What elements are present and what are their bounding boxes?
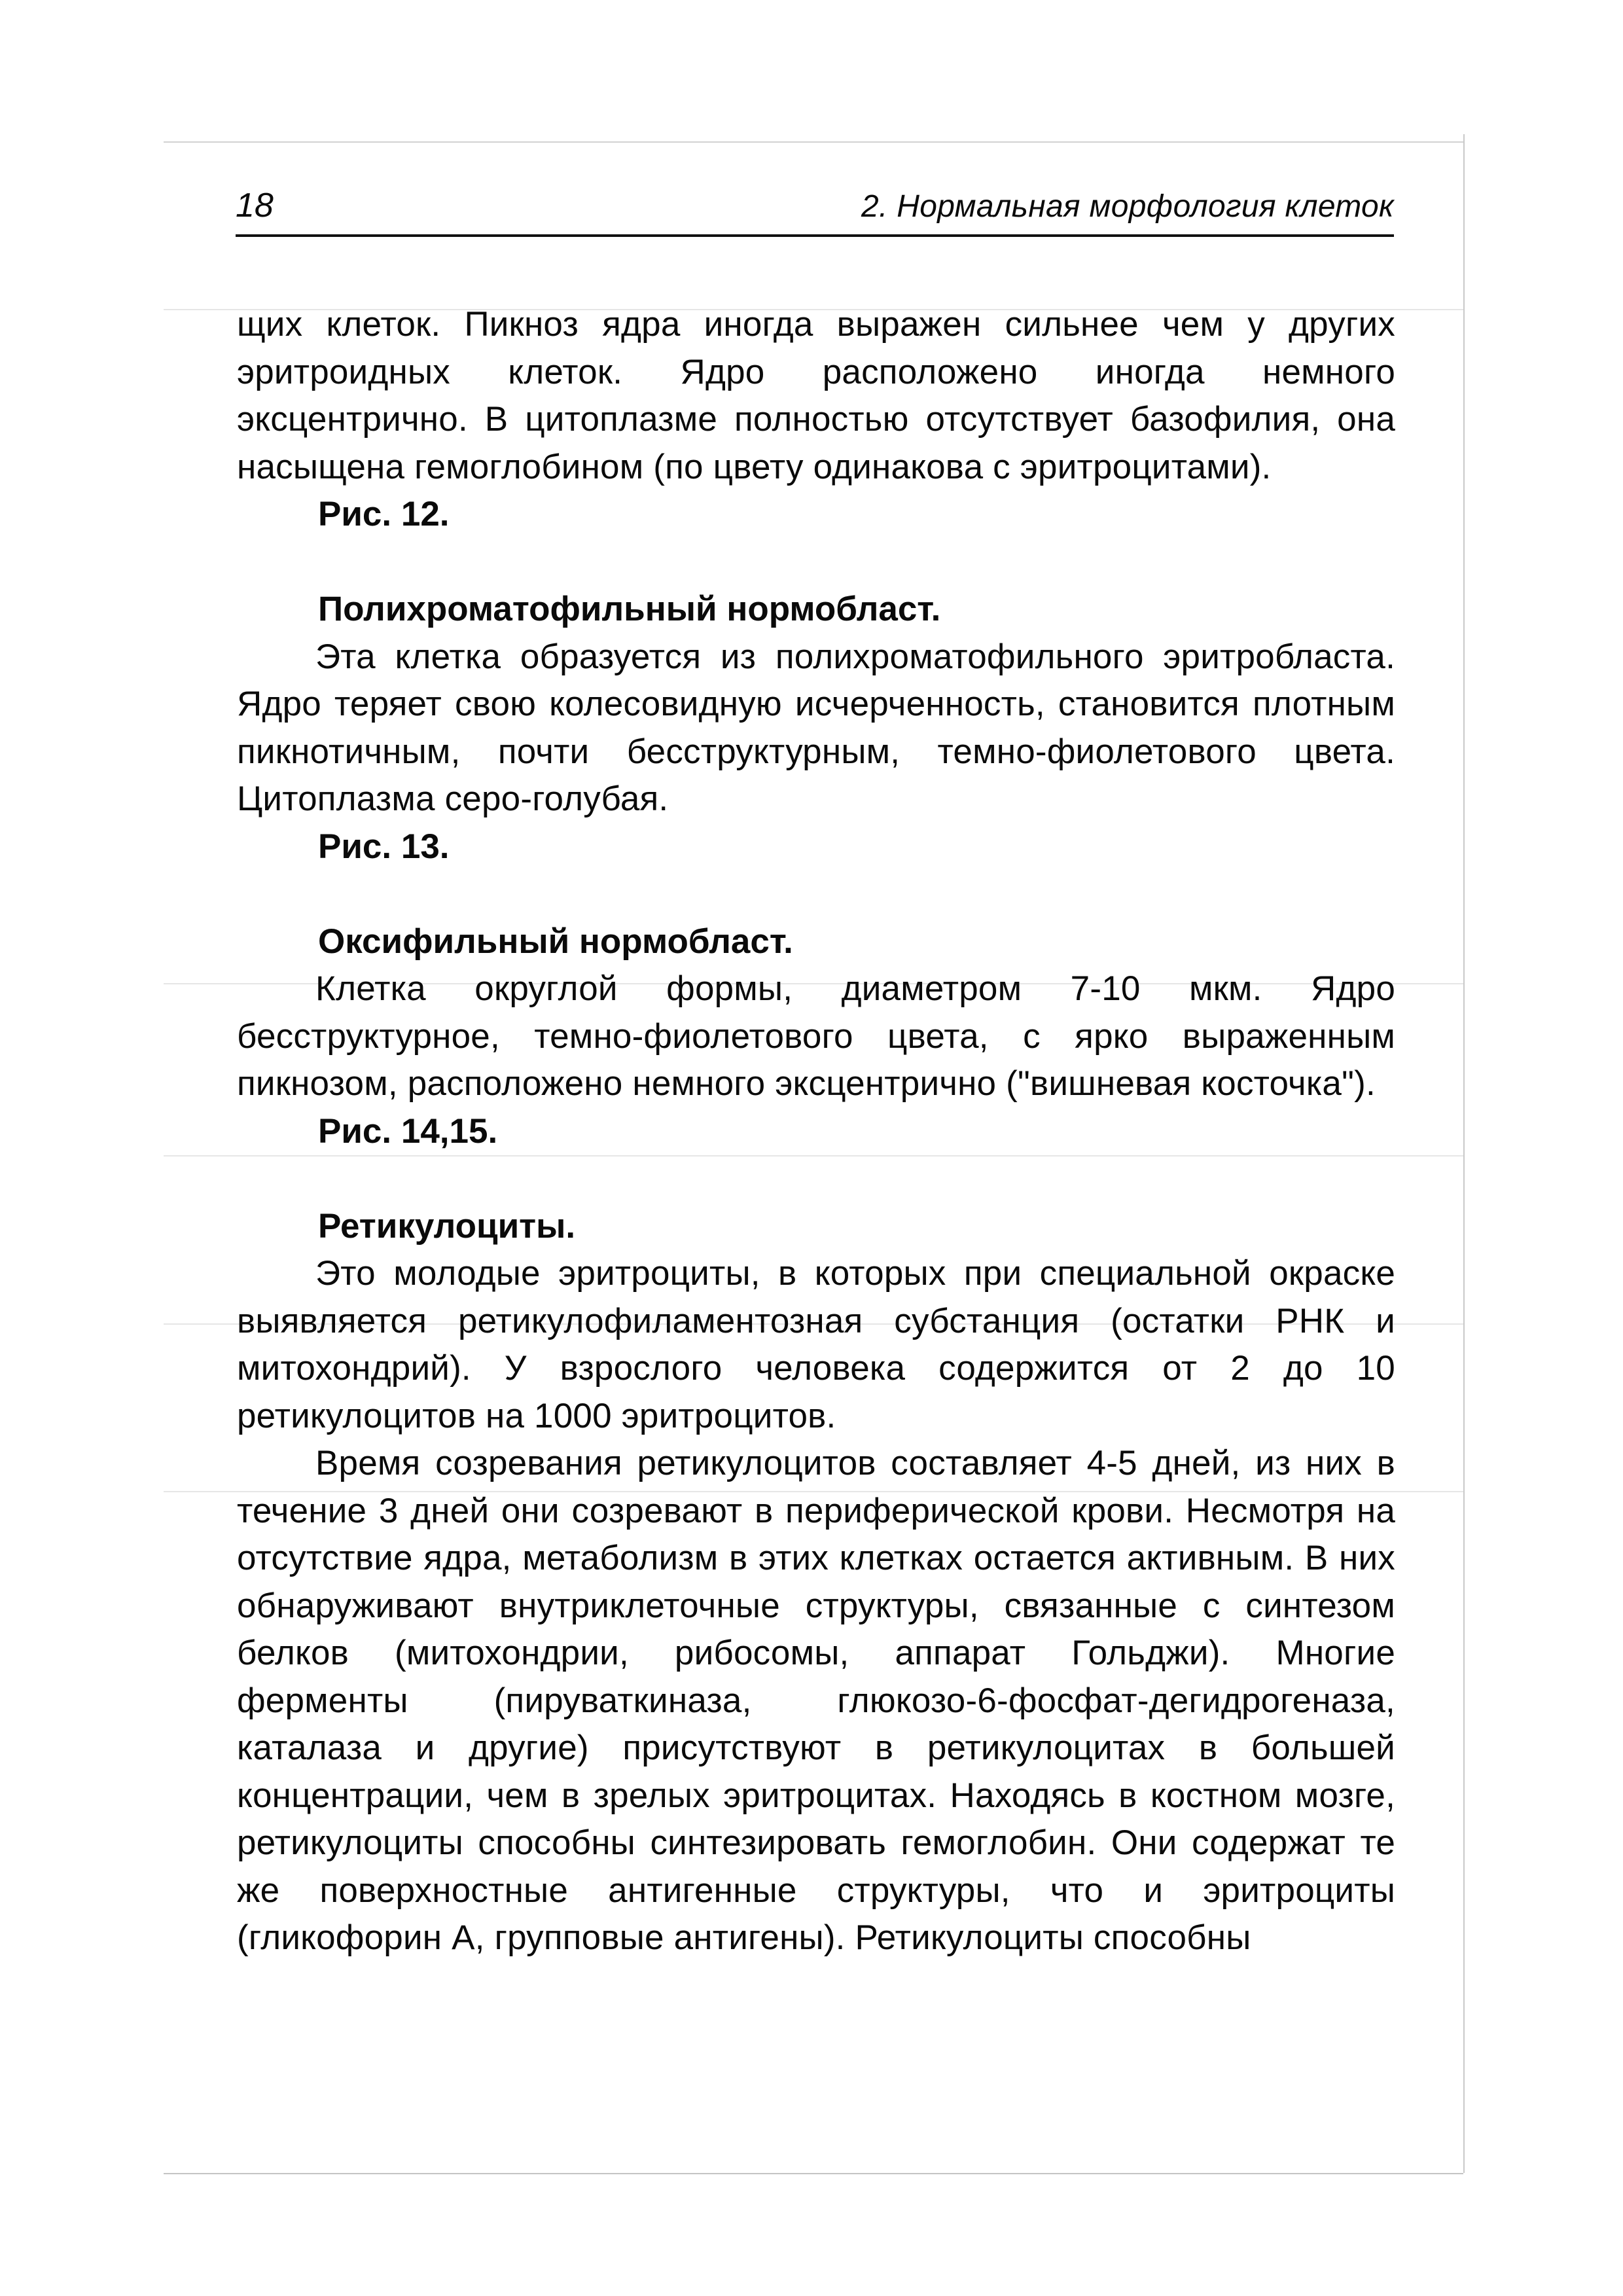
paragraph-continuation: щих клеток. Пикноз ядра иногда выражен сильнее чем у других эритроидных клеток. Ядро расположено иногда немного эксцентрично. В цитоплазме полностью отсутствует базофилия, она насыщена гемоглобином (по цвету одинакова с эритроцитами). [237, 305, 1395, 486]
figure-reference: Рис. 14,15. [318, 1111, 498, 1151]
section-heading: Ретикулоциты. [318, 1206, 576, 1246]
page-border-top [164, 141, 1463, 143]
running-title: 2. Нормальная морфология клеток [861, 189, 1394, 224]
paragraph: Клетка округлой формы, диаметром 7-10 мкм. Ядро бесструктурное, темно-фиолетового цвета, с ярко выраженным пикнозом, расположено немного эксцентрично ("вишневая косточка"). [237, 969, 1395, 1103]
paragraph: Эта клетка образуется из полихроматофильного эритробласта. Ядро теряет свою колесовидную исчерченность, становится плотным пикнотичным, почти бесструктурным, темно-фиолетового цвета. Цитоплазма серо-голубая. [237, 637, 1395, 818]
paragraph: Время созревания ретикулоцитов составляет 4-5 дней, из них в течение 3 дней они созревают в периферической крови. Несмотря на отсутствие ядра, метаболизм в этих клетках остается активным. В них обнаруживают внутриклеточные структуры, связанные с синтезом белков (митохондрии, рибосомы, аппарат Гольджи). Многие ферменты (пируваткиназа, глюкозо-6-фосфат-дегидрогеназа, каталаза и другие) присутствуют в ретикулоцитах в большей концентрации, чем в зрелых эритроцитах. Находясь в костном мозге, ретикулоциты способны синтезировать гемоглобин. Они содержат те же поверхностные антигенные структуры, что и эритроциты (гликофорин А, групповые антигены). Ретикулоциты способны [237, 1444, 1395, 1957]
section-heading: Оксифильный нормобласт. [318, 922, 793, 961]
paragraph: Это молодые эритроциты, в которых при специальной окраске выявляется ретикулофиламентозная субстанция (остатки РНК и митохондрий). У взрослого человека содержится от 2 до 10 ретикулоцитов на 1000 эритроцитов. [237, 1254, 1395, 1435]
figure-reference: Рис. 12. [318, 495, 450, 533]
section-heading: Полихроматофильный нормобласт. [318, 590, 941, 628]
page-header [236, 183, 1394, 236]
figure-reference: Рис. 13. [318, 827, 450, 866]
page-border-bottom [164, 2173, 1463, 2174]
header-rule [236, 234, 1394, 237]
page-body [237, 301, 1395, 1962]
page-number: 18 [236, 187, 274, 224]
page-border-right [1463, 134, 1465, 2173]
